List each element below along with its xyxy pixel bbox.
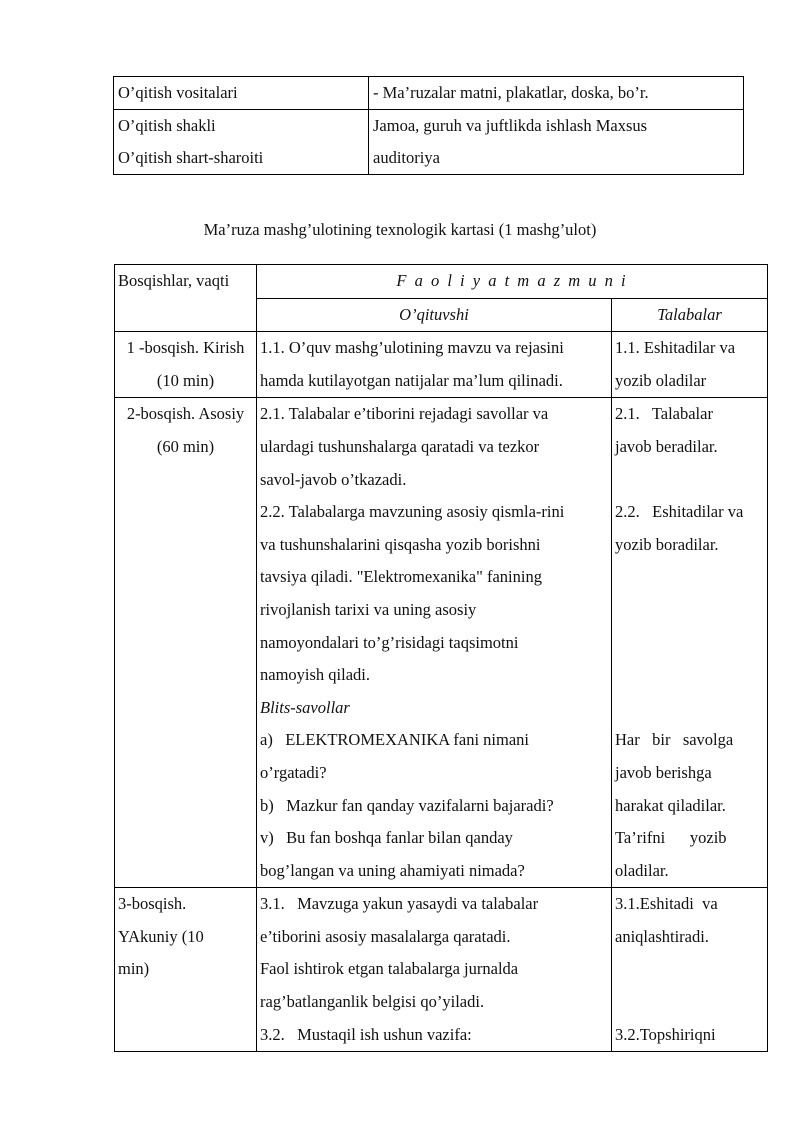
- cell-line: tavsiya qiladi. "Elektromexanika" fanining: [260, 567, 542, 587]
- cell-line: 1.1. O’quv mashg’ulotining mavzu va rejasini: [260, 338, 564, 358]
- teaching-info-table: [113, 76, 744, 175]
- cell-line: 2-bosqish. Asosiy: [126, 404, 245, 424]
- table-row: [114, 77, 744, 110]
- cell-line: 2.2. Talabalarga mavzuning asosiy qismla-rini: [260, 502, 565, 522]
- cell-line: YAkuniy (10: [118, 926, 204, 946]
- spacer: [615, 692, 764, 725]
- cell-line: Ta’rifni yozib: [615, 828, 727, 848]
- header-teacher: O’qituvshi: [257, 298, 612, 332]
- cell-line: 1.1. Eshitadilar va: [615, 338, 736, 358]
- cell-line: O’qitish vositalari: [118, 83, 238, 102]
- cell-line: javob berishga: [615, 762, 712, 782]
- cell-line: hamda kutilayotgan natijalar ma’lum qilinadi.: [260, 370, 563, 390]
- students-cell: [612, 398, 768, 888]
- cell-line: javob beradilar.: [615, 436, 718, 456]
- spacer: [615, 627, 764, 660]
- question-line: bog’langan va uning ahamiyati nimada?: [260, 860, 525, 880]
- cell-line: rivojlanish tarixi va uning asosiy: [260, 599, 477, 619]
- spacer: [615, 659, 764, 692]
- spacer: [615, 464, 764, 497]
- header-students: Talabalar: [612, 298, 768, 332]
- cell-line: (10 min): [156, 370, 215, 390]
- cell-line: 3-bosqish.: [118, 894, 187, 914]
- teaching-form-label: [114, 110, 369, 175]
- cell-line: rag’batlanganlik belgisi qo’yiladi.: [260, 992, 485, 1012]
- cell-line: va tushunshalarini qisqasha yozib borishni: [260, 534, 541, 554]
- teaching-form-value: [369, 110, 744, 175]
- cell-line: yozib oladilar: [615, 370, 707, 390]
- teacher-cell: [257, 398, 612, 888]
- stage-cell: [115, 398, 257, 888]
- teacher-cell: [257, 888, 612, 1052]
- cell-line: savol-javob o’tkazadi.: [260, 469, 407, 489]
- blits-title: Blits-savollar: [260, 697, 350, 717]
- stage-cell: [115, 332, 257, 398]
- cell-line: (60 min): [156, 436, 215, 456]
- question-line: v) Bu fan boshqa fanlar bilan qanday: [260, 828, 513, 848]
- spacer: [615, 561, 764, 594]
- cell-line: namoyish qiladi.: [260, 665, 370, 685]
- spacer: [615, 953, 764, 986]
- teaching-means-value: [369, 77, 744, 110]
- cell-line: auditoriya: [373, 148, 440, 167]
- cell-line: namoyondalari to’g’risidagi taqsimotni: [260, 632, 519, 652]
- cell-line: min): [118, 959, 150, 979]
- teacher-cell: [257, 332, 612, 398]
- cell-line: Jamoa, guruh va juftlikda ishlash Maxsus: [373, 116, 648, 135]
- cell-line: 3.1. Mavzuga yakun yasaydi va talabalar: [260, 894, 539, 914]
- students-cell: [612, 888, 768, 1052]
- cell-line: 1 -bosqish. Kirish: [126, 338, 245, 358]
- cell-line: ulardagi tushunshalarga qaratadi va tezkor: [260, 436, 540, 456]
- cell-line: Har bir savolga: [615, 730, 734, 750]
- page-title: Ma’ruza mashg’ulotining texnologik kartasi (1 mashg’ulot): [203, 220, 597, 239]
- teaching-means-label: [114, 77, 369, 110]
- cell-line: yozib boradilar.: [615, 534, 719, 554]
- question-line: o’rgatadi?: [260, 762, 327, 782]
- header-row: [115, 265, 768, 299]
- cell-line: 3.2. Mustaqil ish ushun vazifa:: [260, 1024, 472, 1044]
- table-row-stage-1: [115, 332, 768, 398]
- students-cell: [612, 332, 768, 398]
- header-activity: F a o l i y a t m a z m u n i: [257, 265, 768, 299]
- question-line: b) Mazkur fan qanday vazifalarni bajaradi?: [260, 795, 554, 815]
- stage-cell: [115, 888, 257, 1052]
- cell-line: 2.2. Eshitadilar va: [615, 502, 744, 522]
- technology-map-table: [114, 264, 768, 1052]
- cell-line: 3.2.Topshiriqni: [615, 1024, 716, 1044]
- cell-line: - Ma’ruzalar matni, plakatlar, doska, bo’r.: [373, 83, 649, 102]
- table-row: [114, 110, 744, 175]
- cell-line: 2.1. Talabalar: [615, 404, 713, 424]
- cell-line: O’qitish shakli: [118, 116, 216, 135]
- cell-line: oladilar.: [615, 860, 669, 880]
- header-stage: Bosqishlar, vaqti: [115, 265, 257, 332]
- table-row-stage-3: [115, 888, 768, 1052]
- cell-line: harakat qiladilar.: [615, 795, 726, 815]
- cell-line: e’tiborini asosiy masalalarga qaratadi.: [260, 926, 511, 946]
- cell-line: 3.1.Eshitadi va: [615, 894, 718, 914]
- question-line: a) ELEKTROMEXANIKA fani nimani: [260, 730, 529, 750]
- cell-line: 2.1. Talabalar e’tiborini rejadagi savollar va: [260, 404, 549, 424]
- spacer: [615, 986, 764, 1019]
- cell-line: Faol ishtirok etgan talabalarga jurnalda: [260, 959, 519, 979]
- cell-line: O’qitish shart-sharoiti: [118, 148, 264, 167]
- cell-line: aniqlashtiradi.: [615, 926, 709, 946]
- spacer: [615, 594, 764, 627]
- table-row-stage-2: [115, 398, 768, 888]
